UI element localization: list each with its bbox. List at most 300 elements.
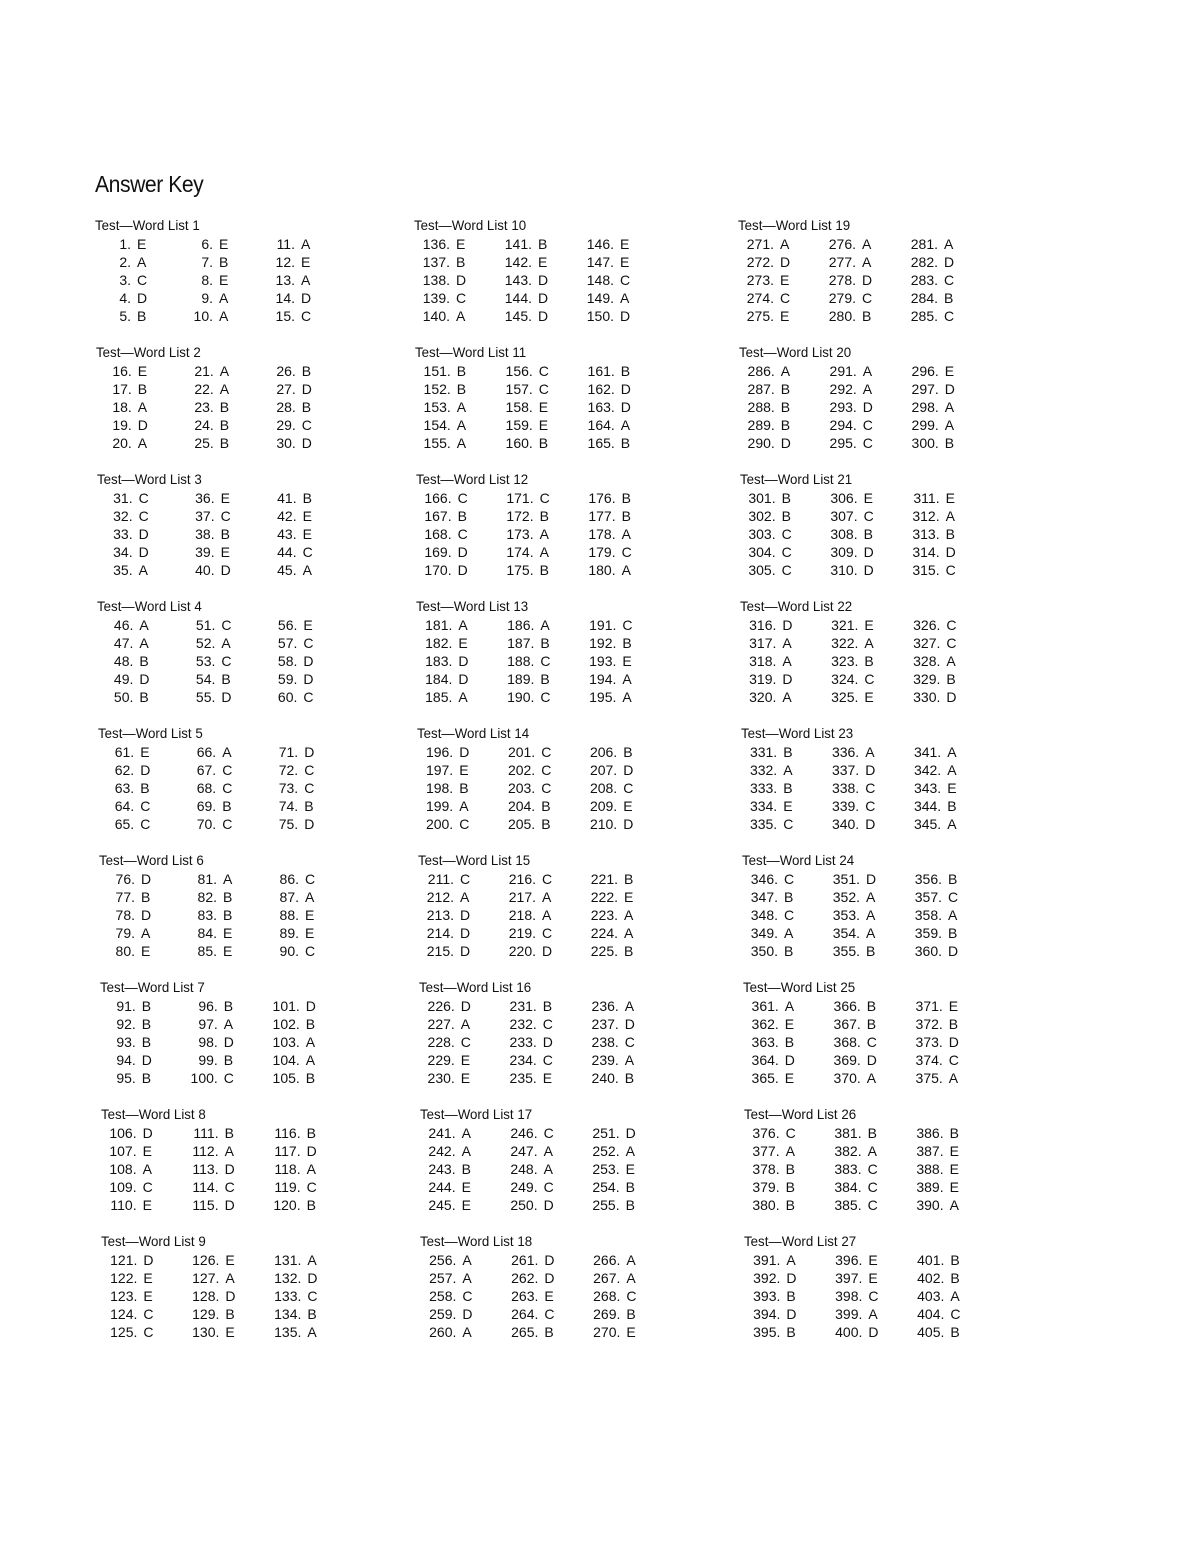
answer-item bbox=[744, 1305, 826, 1323]
answer-item bbox=[265, 1323, 347, 1341]
answer-item bbox=[742, 924, 824, 942]
answer-letter: C bbox=[864, 671, 875, 687]
answer-letter: B bbox=[946, 671, 956, 687]
answer-column bbox=[417, 743, 499, 833]
question-number: 121. bbox=[110, 1252, 138, 1268]
answer-letter: A bbox=[460, 889, 470, 905]
answer-letter: B bbox=[538, 236, 548, 252]
answer-item bbox=[908, 1251, 990, 1269]
answer-letter: A bbox=[137, 435, 148, 451]
answer-letter: A bbox=[624, 998, 635, 1014]
answer-item bbox=[259, 253, 341, 271]
answer-letter: A bbox=[948, 1070, 959, 1086]
answer-letter: B bbox=[950, 1252, 960, 1268]
answer-letter: A bbox=[138, 562, 148, 578]
answer-item bbox=[183, 1178, 265, 1196]
answer-item bbox=[903, 398, 985, 416]
answer-letter: B bbox=[781, 508, 791, 524]
question-number: 77. bbox=[115, 889, 135, 905]
answer-item bbox=[908, 1323, 990, 1341]
question-number: 31. bbox=[113, 490, 133, 506]
answer-letter: D bbox=[460, 925, 471, 941]
answer-letter: B bbox=[139, 653, 149, 669]
answer-letter: A bbox=[461, 1143, 471, 1159]
answer-letter: C bbox=[866, 1034, 877, 1050]
question-number: 75. bbox=[278, 816, 299, 832]
answer-letter: B bbox=[223, 889, 233, 905]
question-number: 302. bbox=[748, 508, 776, 524]
answer-letter: E bbox=[223, 943, 233, 959]
question-number: 327. bbox=[913, 635, 941, 651]
question-number: 347. bbox=[750, 889, 778, 905]
question-number: 41. bbox=[277, 490, 297, 506]
answer-item bbox=[261, 489, 343, 507]
answer-letter: B bbox=[539, 562, 549, 578]
answer-column bbox=[908, 1251, 990, 1341]
question-number: 135. bbox=[274, 1324, 302, 1340]
answer-letter: D bbox=[304, 816, 315, 832]
answer-item bbox=[177, 307, 259, 325]
answer-item bbox=[826, 1269, 908, 1287]
section-title: Test—Word List 9 bbox=[101, 1233, 207, 1249]
question-number: 20. bbox=[112, 435, 132, 451]
answer-letter: B bbox=[784, 1034, 795, 1050]
question-number: 27. bbox=[276, 381, 296, 397]
question-number: 236. bbox=[591, 998, 619, 1014]
answer-item bbox=[420, 1124, 502, 1142]
question-number: 274. bbox=[746, 290, 774, 306]
word-list-section bbox=[417, 723, 663, 833]
question-number: 213. bbox=[426, 907, 454, 923]
question-number: 365. bbox=[751, 1070, 779, 1086]
answer-item bbox=[908, 1269, 990, 1287]
question-number: 59. bbox=[277, 671, 298, 687]
question-number: 370. bbox=[833, 1070, 861, 1086]
question-number: 158. bbox=[505, 399, 533, 415]
answer-letter: A bbox=[948, 907, 958, 923]
question-number: 82. bbox=[197, 889, 217, 905]
question-number: 103. bbox=[272, 1034, 300, 1050]
question-number: 312. bbox=[912, 508, 940, 524]
question-number: 238. bbox=[591, 1034, 619, 1050]
answer-column bbox=[416, 489, 498, 579]
section-title: Test—Word List 16 bbox=[418, 979, 531, 995]
question-number: 244. bbox=[428, 1179, 456, 1195]
answer-letter: A bbox=[305, 1034, 316, 1050]
answer-letter: E bbox=[868, 1252, 878, 1268]
question-number: 154. bbox=[423, 417, 451, 433]
word-list-section bbox=[97, 596, 343, 706]
answer-letter: A bbox=[225, 1270, 235, 1286]
question-number: 50. bbox=[113, 689, 134, 705]
answer-item bbox=[500, 870, 582, 888]
question-number: 180. bbox=[588, 562, 616, 578]
question-number: 333. bbox=[749, 780, 778, 796]
answer-item bbox=[583, 1051, 665, 1069]
question-number: 263. bbox=[511, 1288, 539, 1304]
answer-letter: D bbox=[137, 417, 148, 433]
question-number: 405. bbox=[917, 1324, 945, 1340]
question-number: 79. bbox=[115, 925, 135, 941]
answer-letter: B bbox=[219, 435, 230, 451]
question-number: 115. bbox=[192, 1197, 219, 1213]
question-number: 255. bbox=[592, 1197, 620, 1213]
answer-letter: A bbox=[456, 399, 467, 415]
answer-letter: B bbox=[223, 1052, 234, 1068]
answer-item bbox=[578, 253, 660, 271]
question-number: 299. bbox=[911, 417, 939, 433]
answer-letter: E bbox=[142, 1143, 152, 1159]
question-number: 397. bbox=[835, 1270, 863, 1286]
question-number: 203. bbox=[507, 780, 536, 796]
question-number: 63. bbox=[114, 780, 135, 796]
answer-item bbox=[824, 870, 906, 888]
question-number: 359. bbox=[914, 925, 942, 941]
question-number: 395. bbox=[753, 1324, 781, 1340]
question-number: 193. bbox=[589, 653, 617, 669]
answer-item bbox=[498, 543, 580, 561]
question-number: 128. bbox=[192, 1288, 220, 1304]
answer-letter: B bbox=[784, 889, 794, 905]
answer-letter: A bbox=[542, 907, 552, 923]
question-number: 346. bbox=[750, 871, 778, 887]
answer-item bbox=[502, 1305, 584, 1323]
answer-item bbox=[101, 1124, 183, 1142]
answer-item bbox=[183, 1196, 265, 1214]
answer-letter: D bbox=[862, 272, 873, 288]
question-number: 83. bbox=[197, 907, 217, 923]
answer-item bbox=[179, 652, 261, 670]
question-number: 366. bbox=[833, 998, 861, 1014]
question-number: 276. bbox=[828, 236, 856, 252]
answer-item bbox=[183, 1251, 265, 1269]
answer-item bbox=[826, 1305, 908, 1323]
word-list-section bbox=[95, 215, 341, 325]
answer-letter: C bbox=[542, 1052, 553, 1068]
answer-item bbox=[418, 888, 500, 906]
answer-column bbox=[823, 743, 905, 833]
answer-letter: C bbox=[539, 490, 550, 506]
answer-item bbox=[502, 1251, 584, 1269]
answer-letter: D bbox=[620, 308, 631, 324]
question-number: 67. bbox=[196, 762, 217, 778]
answer-item bbox=[743, 1015, 825, 1033]
answer-item bbox=[823, 761, 905, 779]
answer-item bbox=[263, 942, 345, 960]
answer-item bbox=[499, 815, 581, 833]
answer-letter: E bbox=[784, 1016, 795, 1032]
question-number: 221. bbox=[590, 871, 618, 887]
question-number: 54. bbox=[195, 671, 216, 687]
answer-letter: B bbox=[305, 1016, 316, 1032]
answer-item bbox=[181, 906, 263, 924]
question-number: 58. bbox=[277, 653, 298, 669]
question-number: 224. bbox=[590, 925, 618, 941]
answer-item bbox=[416, 670, 498, 688]
question-number: 4. bbox=[119, 290, 131, 306]
answer-letter: A bbox=[462, 1270, 472, 1286]
answer-item bbox=[740, 634, 822, 652]
answer-item bbox=[265, 1305, 347, 1323]
answer-letter: D bbox=[305, 998, 316, 1014]
answer-letter: D bbox=[865, 762, 876, 778]
answer-item bbox=[416, 634, 498, 652]
answer-item bbox=[584, 1160, 666, 1178]
question-number: 387. bbox=[916, 1143, 944, 1159]
answer-letter: A bbox=[782, 653, 792, 669]
answer-letter: B bbox=[540, 635, 550, 651]
answer-item bbox=[826, 1251, 908, 1269]
answer-item bbox=[740, 616, 822, 634]
question-number: 329. bbox=[913, 671, 941, 687]
answer-item bbox=[101, 1287, 183, 1305]
question-number: 335. bbox=[749, 816, 778, 832]
answer-letter: D bbox=[303, 671, 314, 687]
answer-item bbox=[744, 1178, 826, 1196]
answer-item bbox=[418, 924, 500, 942]
answer-column bbox=[97, 616, 179, 706]
answer-letter: E bbox=[219, 236, 229, 252]
answer-letter: A bbox=[137, 254, 147, 270]
answer-item bbox=[498, 489, 580, 507]
answer-letter: D bbox=[220, 562, 231, 578]
answer-item bbox=[826, 1196, 908, 1214]
answer-letter: C bbox=[540, 689, 551, 705]
answer-item bbox=[905, 815, 987, 833]
question-number: 235. bbox=[509, 1070, 537, 1086]
word-list-section bbox=[420, 1231, 666, 1341]
answer-letter: A bbox=[944, 399, 955, 415]
answer-letter: C bbox=[223, 1070, 234, 1086]
answer-column bbox=[821, 362, 903, 452]
answer-column bbox=[261, 489, 343, 579]
section-title: Test—Word List 1 bbox=[95, 217, 200, 233]
answer-item bbox=[738, 289, 820, 307]
answer-letter: E bbox=[623, 798, 633, 814]
question-number: 316. bbox=[749, 617, 777, 633]
answer-item bbox=[420, 1323, 502, 1341]
answer-letter: E bbox=[305, 907, 315, 923]
answer-item bbox=[263, 888, 345, 906]
answer-letter: B bbox=[225, 1306, 235, 1322]
question-number: 337. bbox=[831, 762, 860, 778]
answer-item bbox=[502, 1178, 584, 1196]
answer-letter: B bbox=[945, 526, 955, 542]
answer-letter: E bbox=[947, 780, 957, 796]
answer-item bbox=[744, 1269, 826, 1287]
question-number: 349. bbox=[750, 925, 778, 941]
answer-letter: C bbox=[865, 780, 876, 796]
question-number: 117. bbox=[274, 1143, 301, 1159]
answer-letter: A bbox=[867, 1143, 877, 1159]
question-number: 264. bbox=[511, 1306, 539, 1322]
answer-letter: C bbox=[541, 780, 552, 796]
answer-letter: C bbox=[781, 562, 792, 578]
answer-letter: B bbox=[866, 1016, 877, 1032]
answer-letter: E bbox=[141, 943, 151, 959]
answer-item bbox=[97, 507, 179, 525]
answer-letter: B bbox=[223, 907, 233, 923]
answer-letter: C bbox=[301, 308, 312, 324]
answer-item bbox=[264, 1051, 346, 1069]
answer-letter: D bbox=[866, 1052, 877, 1068]
answer-item bbox=[261, 616, 343, 634]
answer-item bbox=[744, 1251, 826, 1269]
question-number: 56. bbox=[277, 617, 298, 633]
question-number: 6. bbox=[201, 236, 213, 252]
answer-letter: E bbox=[137, 236, 147, 252]
answer-letter: C bbox=[624, 1034, 635, 1050]
question-number: 292. bbox=[829, 381, 857, 397]
answer-letter: D bbox=[948, 1034, 959, 1050]
question-number: 212. bbox=[426, 889, 454, 905]
word-list-section bbox=[414, 215, 660, 325]
answer-item bbox=[419, 1015, 501, 1033]
answer-letter: C bbox=[781, 544, 792, 560]
question-number: 129. bbox=[192, 1306, 220, 1322]
question-number: 281. bbox=[910, 236, 938, 252]
answer-letter: E bbox=[783, 798, 793, 814]
question-number: 144. bbox=[504, 290, 532, 306]
question-number: 114. bbox=[192, 1179, 219, 1195]
question-number: 61. bbox=[114, 744, 135, 760]
answer-letter: D bbox=[301, 435, 312, 451]
answer-item bbox=[415, 398, 497, 416]
question-number: 143. bbox=[504, 272, 532, 288]
question-number: 290. bbox=[747, 435, 775, 451]
answer-item bbox=[260, 362, 342, 380]
answer-item bbox=[583, 1033, 665, 1051]
answer-item bbox=[821, 398, 903, 416]
answer-letter: A bbox=[458, 689, 468, 705]
answer-item bbox=[99, 906, 181, 924]
answer-letter: A bbox=[219, 308, 229, 324]
question-number: 265. bbox=[511, 1324, 539, 1340]
section-title: Test—Word List 24 bbox=[742, 852, 855, 868]
answer-letter: E bbox=[624, 889, 634, 905]
question-number: 279. bbox=[828, 290, 856, 306]
question-number: 254. bbox=[592, 1179, 620, 1195]
question-number: 7. bbox=[201, 254, 213, 270]
answer-letter: C bbox=[302, 544, 313, 560]
question-number: 30. bbox=[276, 435, 296, 451]
question-number: 36. bbox=[195, 490, 215, 506]
question-number: 339. bbox=[831, 798, 860, 814]
answer-letter: C bbox=[784, 871, 795, 887]
answer-item bbox=[262, 761, 344, 779]
question-number: 319. bbox=[749, 671, 777, 687]
answer-column bbox=[183, 1124, 265, 1214]
answer-letter: B bbox=[305, 1070, 316, 1086]
answer-item bbox=[99, 870, 181, 888]
answer-item bbox=[500, 924, 582, 942]
answer-letter: B bbox=[456, 381, 467, 397]
question-number: 40. bbox=[195, 562, 215, 578]
answer-letter: B bbox=[306, 1197, 316, 1213]
question-number: 364. bbox=[751, 1052, 779, 1068]
answer-item bbox=[417, 815, 499, 833]
question-number: 336. bbox=[831, 744, 860, 760]
answer-letter: D bbox=[460, 943, 471, 959]
question-number: 393. bbox=[753, 1288, 781, 1304]
answer-letter: B bbox=[950, 1270, 960, 1286]
answer-item bbox=[823, 797, 905, 815]
question-number: 159. bbox=[505, 417, 533, 433]
question-number: 191. bbox=[589, 617, 617, 633]
answer-letter: C bbox=[783, 816, 794, 832]
answer-item bbox=[738, 253, 820, 271]
question-number: 148. bbox=[586, 272, 614, 288]
question-number: 13. bbox=[275, 272, 295, 288]
answer-item bbox=[179, 634, 261, 652]
answer-item bbox=[908, 1142, 990, 1160]
answer-letter: A bbox=[540, 617, 550, 633]
answer-letter: A bbox=[785, 1143, 795, 1159]
answer-column bbox=[499, 743, 581, 833]
answer-letter: D bbox=[304, 744, 315, 760]
answer-item bbox=[178, 380, 260, 398]
answer-letter: A bbox=[305, 1052, 316, 1068]
answer-letter: B bbox=[785, 1179, 795, 1195]
question-number: 297. bbox=[911, 381, 939, 397]
answer-item bbox=[908, 1305, 990, 1323]
answer-item bbox=[98, 815, 180, 833]
answer-letter: A bbox=[784, 925, 794, 941]
answer-letter: D bbox=[782, 671, 793, 687]
question-number: 81. bbox=[197, 871, 217, 887]
question-number: 155. bbox=[423, 435, 451, 451]
answer-item bbox=[182, 997, 264, 1015]
question-number: 242. bbox=[428, 1143, 456, 1159]
answer-item bbox=[497, 362, 579, 380]
answer-letter: B bbox=[948, 871, 958, 887]
answer-item bbox=[414, 271, 496, 289]
question-number: 354. bbox=[832, 925, 860, 941]
answer-item bbox=[417, 743, 499, 761]
question-number: 205. bbox=[507, 816, 536, 832]
answer-letter: A bbox=[866, 889, 876, 905]
question-number: 239. bbox=[591, 1052, 619, 1068]
question-number: 90. bbox=[279, 943, 299, 959]
question-number: 146. bbox=[586, 236, 614, 252]
question-number: 330. bbox=[913, 689, 941, 705]
question-number: 231. bbox=[509, 998, 537, 1014]
answer-letter: B bbox=[220, 526, 230, 542]
answer-letter: B bbox=[786, 1324, 796, 1340]
answer-letter: B bbox=[625, 1179, 635, 1195]
answer-item bbox=[100, 1051, 182, 1069]
question-number: 326. bbox=[913, 617, 941, 633]
answer-letter: B bbox=[139, 689, 149, 705]
answer-item bbox=[98, 761, 180, 779]
question-number: 178. bbox=[588, 526, 616, 542]
answer-item bbox=[179, 525, 261, 543]
answer-letter: A bbox=[301, 272, 311, 288]
answer-item bbox=[420, 1160, 502, 1178]
answer-item bbox=[259, 307, 341, 325]
answer-letter: A bbox=[139, 635, 149, 651]
answer-item bbox=[101, 1323, 183, 1341]
question-number: 376. bbox=[752, 1125, 780, 1141]
answer-letter: A bbox=[223, 1016, 234, 1032]
answer-letter: A bbox=[224, 1143, 234, 1159]
question-number: 1. bbox=[119, 236, 131, 252]
answer-letter: C bbox=[138, 508, 149, 524]
answer-item bbox=[584, 1196, 666, 1214]
answer-column bbox=[99, 870, 181, 960]
answer-item bbox=[415, 416, 497, 434]
question-number: 371. bbox=[915, 998, 943, 1014]
